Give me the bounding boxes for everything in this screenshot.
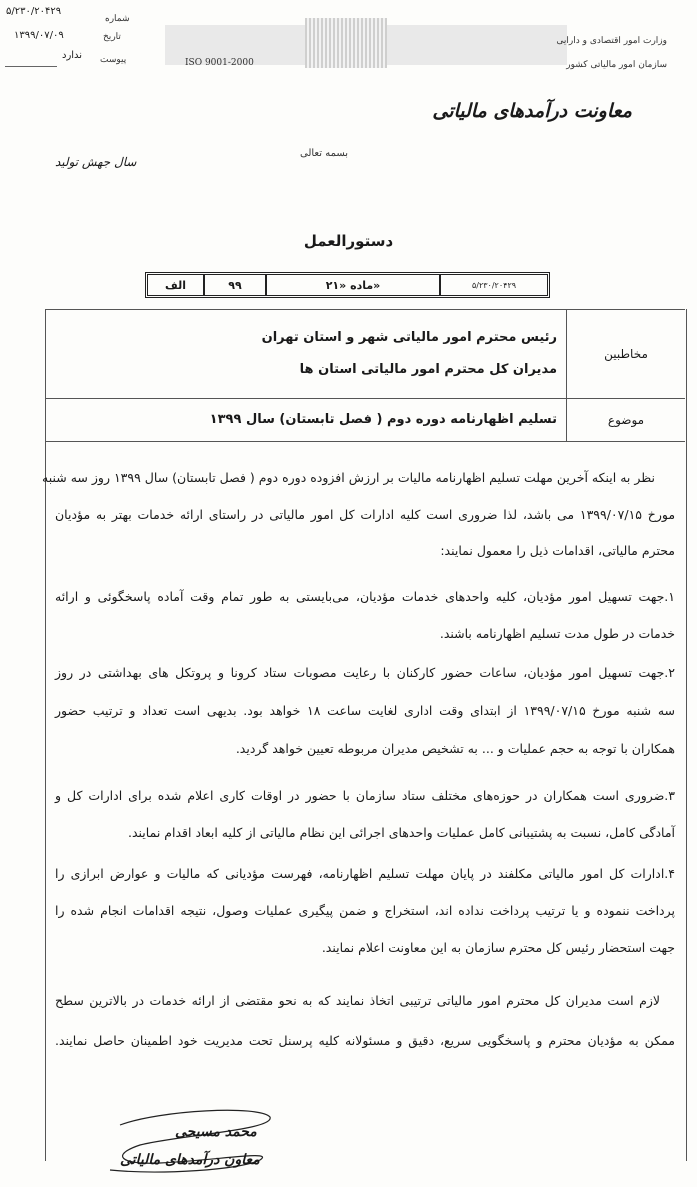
letterhead-band bbox=[387, 25, 567, 65]
iso-label: ISO 9001-2000 bbox=[185, 58, 254, 68]
ref-series: الف bbox=[164, 278, 186, 292]
body-line: سه شنبه مورخ ۱۳۹۹/۰۷/۱۵ از ابتدای وقت اداری لغایت ساعت ۱۸ خواهد بود. بدیهی است تعداد و ترتیب حضور bbox=[55, 703, 675, 718]
addressee-2: مدیران کل محترم امور مالیاتی استان ها bbox=[299, 362, 557, 377]
body-line: ۲.جهت تسهیل امور مؤدیان، ساعات حضور کارکنان با رعایت مصوبات ستاد کرونا و پروتکل های بهداشتی در روز bbox=[55, 665, 675, 680]
meta-block bbox=[6, 6, 106, 17]
body-line: همکاران با توجه به حجم عملیات و ... به تشخیص مدیران مربوطه تعیین خواهد گردید. bbox=[235, 741, 675, 756]
body-line: ممکن به مؤدیان محترم و پاسخگویی سریع، دقیق و مسئولانه کلیه پرسنل تحت مدیریت خود اطمینان حاصل نمایند. bbox=[55, 1033, 675, 1048]
ref-article: ماده «۲۱» bbox=[265, 275, 439, 295]
ref-year: ۹۹ bbox=[203, 275, 265, 295]
document-title: دستورالعمل bbox=[303, 232, 394, 250]
attachment-value: ندارد bbox=[62, 50, 83, 61]
divider bbox=[5, 66, 57, 67]
body-line: جهت استحضار رئیس کل محترم سازمان به این معاونت اعلام نمایند. bbox=[321, 940, 675, 955]
subject-label: موضوع bbox=[566, 399, 685, 441]
reference-table bbox=[145, 272, 550, 298]
body-line: ۳.ضروری است همکاران در حوزه‌های مختلف ستاد سازمان با حضور در اوقات کاری اعلام شده برای ادارات کل و bbox=[55, 788, 675, 803]
addressees-label: مخاطبین bbox=[566, 310, 685, 398]
body-line: محترم مالیاتی، اقدامات ذیل را معمول نمایند: bbox=[440, 543, 675, 558]
bismillah: بسمه تعالی bbox=[300, 148, 349, 159]
body-line: نظر به اینکه آخرین مهلت تسلیم اظهارنامه مالیات بر ارزش افزوده دوره دوم ( فصل تابستان) سال ۱۳۹۹ روز سه شنبه bbox=[42, 470, 655, 485]
body-line: خدمات در طول مدت تسلیم اظهارنامه باشند. bbox=[439, 626, 675, 641]
signatory-title: معاون درآمدهای مالیاتی bbox=[120, 1152, 260, 1168]
body-line: لازم است مدیران کل محترم امور مالیاتی ترتیبی اتخاذ نمایند که به نحو مقتضی از ارائه خدمات در بالاترین سطح bbox=[55, 993, 660, 1008]
ref-number: ۵/۲۳۰/۲۰۴۲۹ bbox=[439, 275, 547, 295]
body-line: مورخ ۱۳۹۹/۰۷/۱۵ می باشد، لذا ضروری است کلیه ادارات کل امور مالیاتی در راستای ارائه خدمات بهتر به مؤدیان bbox=[55, 507, 676, 522]
emblem-logo bbox=[305, 18, 387, 68]
addressees-row bbox=[45, 310, 685, 399]
addressee-1: رئیس محترم امور مالیاتی شهر و استان تهران bbox=[261, 330, 557, 345]
letter-number: ۵/۲۳۰/۲۰۴۲۹ bbox=[6, 6, 62, 17]
body-line: پرداخت ننموده و یا ترتیب پرداخت نداده اند، استخراج و ضمن پیگیری عملیات وصول، نتیجه اقدامات انجام شده را bbox=[55, 903, 675, 918]
subject-row bbox=[45, 399, 685, 442]
deputy-title: معاونت درآمدهای مالیاتی bbox=[432, 100, 632, 122]
addressee-table bbox=[45, 309, 685, 427]
organization-name: سازمان امور مالیاتی کشور bbox=[566, 60, 667, 70]
body-line: آمادگی کامل، نسبت به پشتیبانی کامل عملیات واحدهای اجرائی این نظام مالیاتی از کلیه ابعاد اقدام نمایند. bbox=[128, 825, 675, 840]
signature-scribble bbox=[100, 1105, 280, 1180]
body-line: ۱.جهت تسهیل امور مؤدیان، کلیه واحدهای خدمات مؤدیان، می‌بایستی به طور تمام وقت آماده پاسخگوئی و ارائه bbox=[55, 589, 675, 604]
date-label: تاریخ bbox=[103, 32, 121, 42]
number-label: شماره bbox=[105, 14, 130, 24]
attachment-label: پیوست bbox=[100, 55, 127, 65]
subject-value: تسلیم اظهارنامه دوره دوم ( فصل تابستان) سال ۱۳۹۹ bbox=[209, 412, 557, 427]
year-slogan: سال جهش تولید bbox=[55, 155, 137, 169]
body-line: ۴.ادارات کل امور مالیاتی مکلفند در پایان مهلت تسلیم اظهارنامه، فهرست مؤدیانی که مالیات و عوارض ابرازی را bbox=[55, 866, 675, 881]
ministry-name: وزارت امور اقتصادی و دارایی bbox=[556, 36, 667, 46]
letter-date: ۱۳۹۹/۰۷/۰۹ bbox=[14, 30, 64, 41]
signatory-name: محمد مسیحی bbox=[175, 1124, 257, 1140]
